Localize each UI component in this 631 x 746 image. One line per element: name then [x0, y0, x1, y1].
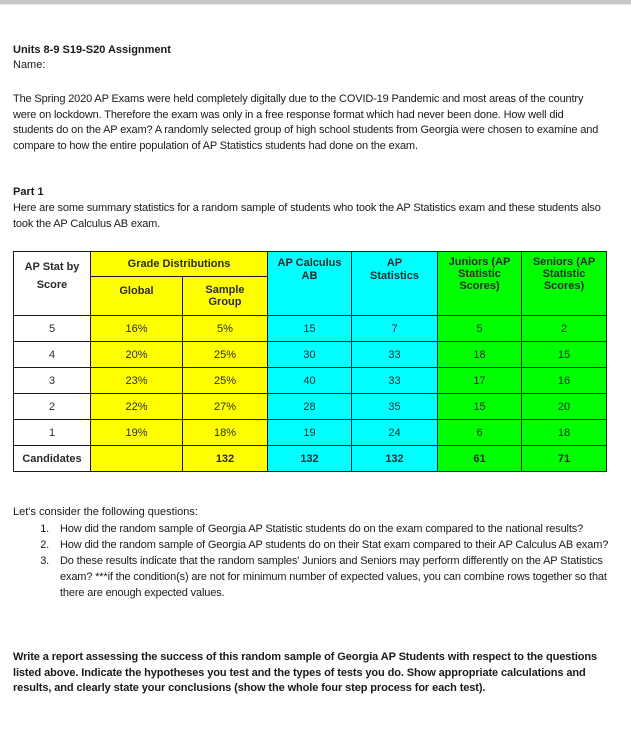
statistics-cell: 35	[352, 394, 438, 420]
calc-ab-cell: 15	[268, 316, 352, 342]
sample-group-header: Sample Group	[183, 277, 268, 316]
calc-ab-cell: 28	[268, 394, 352, 420]
report-instructions: Write a report assessing the success of this random sample of Georgia AP Students with respect to the questions listed above. Indicate the hypotheses you test and the types of tests you do. Show appropriate calculations and results, and clearly state your conclusions (show the whole four step process for each test).	[13, 651, 598, 694]
question-1: 1. How did the random sample of Georgia AP Statistic students do on the exam compared to the national results?	[52, 521, 612, 537]
score-cell: 5	[14, 316, 91, 342]
calc-ab-total: 132	[268, 446, 352, 472]
table-row	[14, 368, 607, 394]
grade-distributions-header: Grade Distributions	[91, 252, 268, 277]
calc-ab-cell: 19	[268, 420, 352, 446]
sample-group-cell: 18%	[183, 420, 268, 446]
juniors-cell: 6	[438, 420, 522, 446]
seniors-cell: 16	[522, 368, 607, 394]
part1-heading: Part 1	[13, 186, 44, 198]
statistics-cell: 24	[352, 420, 438, 446]
totals-row	[14, 446, 607, 472]
seniors-total: 71	[522, 446, 607, 472]
global-cell: 16%	[91, 316, 183, 342]
calc-ab-header: AP Calculus AB	[268, 252, 352, 316]
sample-group-cell: 25%	[183, 368, 268, 394]
corner-header: AP Stat by Score	[14, 252, 91, 316]
table-row	[14, 420, 607, 446]
score-cell: 2	[14, 394, 91, 420]
juniors-cell: 18	[438, 342, 522, 368]
score-cell: 4	[14, 342, 91, 368]
question-3: 3. Do these results indicate that the random samples' Juniors and Seniors may perform differently on the AP Statistics exam? ***if the condition(s) are not for minimum number of expected values, you can combine rows together so that there are enough expected values.	[52, 553, 612, 601]
global-total	[91, 446, 183, 472]
table-row	[14, 316, 607, 342]
statistics-cell: 7	[352, 316, 438, 342]
table-row	[14, 394, 607, 420]
sample-group-cell: 27%	[183, 394, 268, 420]
calc-ab-cell: 40	[268, 368, 352, 394]
question-2: 2. How did the random sample of Georgia AP students do on their Stat exam compared to their AP Calculus AB exam?	[52, 537, 612, 553]
score-cell: 1	[14, 420, 91, 446]
statistics-total: 132	[352, 446, 438, 472]
window-top-edge	[0, 0, 631, 5]
sample-group-cell: 25%	[183, 342, 268, 368]
seniors-cell: 2	[522, 316, 607, 342]
score-cell: 3	[14, 368, 91, 394]
juniors-cell: 17	[438, 368, 522, 394]
juniors-total: 61	[438, 446, 522, 472]
global-cell: 19%	[91, 420, 183, 446]
global-cell: 20%	[91, 342, 183, 368]
intro-paragraph: The Spring 2020 AP Exams were held completely digitally due to the COVID-19 Pandemic and most areas of the country were on lockdown. Therefore the exam was only in a free response format which had never been done. How well did students do on the AP exam? A randomly selected group of high school students from Georgia were chosen to examine and compare to how the entire population of AP Statistics students had done on the exam.	[13, 93, 599, 152]
global-cell: 22%	[91, 394, 183, 420]
questions-intro: Let's consider the following questions:	[13, 506, 198, 518]
name-label: Name:	[13, 59, 46, 71]
statistics-cell: 33	[352, 342, 438, 368]
part1-description: Here are some summary statistics for a random sample of students who took the AP Statistics exam and these students also took the AP Calculus AB exam.	[13, 202, 601, 230]
statistics-cell: 33	[352, 368, 438, 394]
statistics-header: AP Statistics	[352, 252, 438, 316]
calc-ab-cell: 30	[268, 342, 352, 368]
score-distribution-table	[13, 251, 607, 472]
juniors-cell: 15	[438, 394, 522, 420]
global-cell: 23%	[91, 368, 183, 394]
sample-group-total: 132	[183, 446, 268, 472]
seniors-cell: 18	[522, 420, 607, 446]
table-row	[14, 342, 607, 368]
questions-list	[13, 521, 612, 601]
sample-group-cell: 5%	[183, 316, 268, 342]
assignment-title: Units 8-9 S19-S20 Assignment	[13, 44, 171, 56]
global-header: Global	[91, 277, 183, 316]
seniors-cell: 15	[522, 342, 607, 368]
juniors-cell: 5	[438, 316, 522, 342]
seniors-cell: 20	[522, 394, 607, 420]
juniors-header: Juniors (AP Statistic Scores)	[438, 252, 522, 316]
seniors-header: Seniors (AP Statistic Scores)	[522, 252, 607, 316]
candidates-label: Candidates	[14, 446, 91, 472]
